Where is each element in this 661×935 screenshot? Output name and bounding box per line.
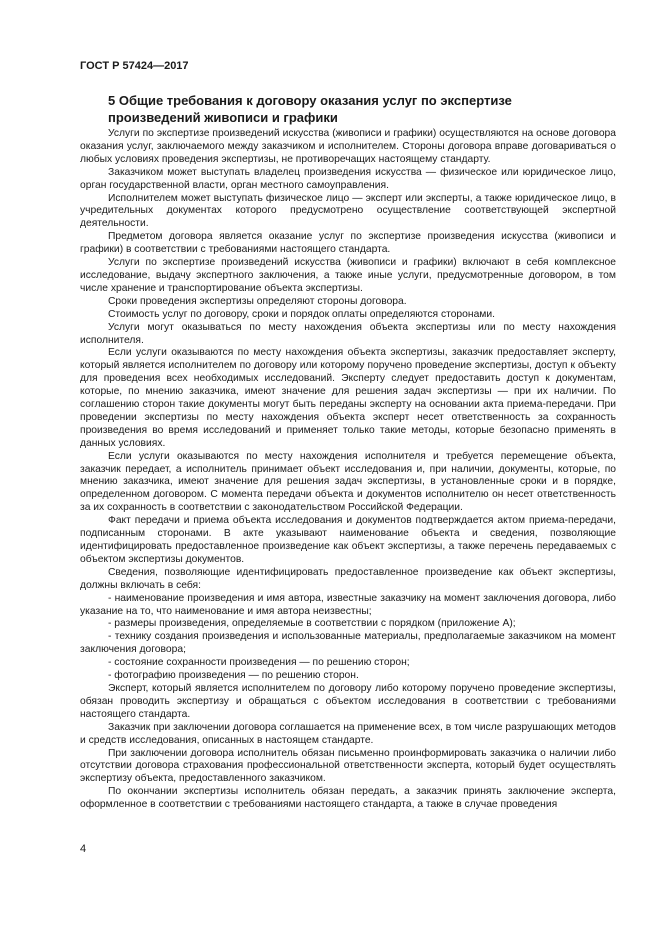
list-item: - фотографию произведения — по решению сторон.	[108, 670, 359, 682]
paragraph: Если услуги оказываются по месту нахождения объекта экспертизы, заказчик предоставляет эксперту, который является исполнителем по договору или которому поручено проведение экспертизы, доступ к объекту для проведения всех необходимых исследований. Эксперту следует предоставить доступ к документам, которые, по мнению заказчика, имеют значение для решения задач экспертизы — при их наличии. По соглашению сторон такие документы могут быть переданы эксперту на основании акта приема-передачи. При проведении экспертизы по месту нахождения объекта эксперт несет ответственность за сохранность произведения во время исследований и применяет только такие методы, которые безопасно применять в данных условиях.	[80, 347, 616, 449]
paragraph: Факт передачи и приема объекта исследования и документов подтверждается актом приема-передачи, подписанным сторонами. В акте указывают наименование объекта и сведения, позволяющие идентифицировать предоставленное произведение как объект экспертизы, а также перечень передаваемых с объектом экспертизы документов.	[80, 515, 616, 565]
document-header: ГОСТ Р 57424—2017	[80, 60, 189, 72]
paragraph: Услуги по экспертизе произведений искусства (живописи и графики) осуществляются на основе договора оказания услуг, заключаемого между заказчиком и исполнителем. Стороны договора вправе договариваться о любых условиях проведения экспертизы, не противоречащих настоящему стандарту.	[80, 128, 616, 165]
paragraph: Заказчиком может выступать владелец произведения искусства — физическое или юридическое лицо, орган государственной власти, орган местного самоуправления.	[80, 166, 616, 191]
paragraph: Услуги по экспертизе произведений искусства (живописи и графики) включают в себя комплексное исследование, выдачу экспертного заключения, а также иные услуги, предусмотренные договором, в том числе хранение и транспортирование объекта экспертизы.	[80, 257, 616, 294]
paragraph: При заключении договора исполнитель обязан письменно проинформировать заказчика о наличии либо отсутствии договора страхования профессиональной ответственности эксперта, который будет осуществлять экспертизу объекта, предоставленного заказчиком.	[80, 747, 616, 785]
paragraph: Сведения, позволяющие идентифицировать предоставленное произведение как объект экспертизы, должны включать в себя:	[80, 566, 616, 591]
paragraph: Если услуги оказываются по месту нахождения исполнителя и требуется перемещение объекта, заказчик передает, а исполнитель принимает объект исследования и, при наличии, документы, которые, по мнению заказчика, имеют значение для решения задач экспертизы, в установленные сроки и в порядке, определенном договором. С момента передачи объекта и документов исполнителю он несет ответственность за их сохранность в соответствии с законодательством Российской Федерации.	[80, 450, 616, 514]
page-number: 4	[80, 843, 87, 855]
paragraph: Исполнителем может выступать физическое лицо — эксперт или эксперты, а также юридическое лицо, в учредительных документах которого предусмотрено осуществление соответствующей экспертной деятельности.	[80, 192, 616, 230]
section-body	[80, 128, 616, 812]
paragraph: Эксперт, который является исполнителем по договору либо которому поручено проведение экспертизы, обязан проводить экспертизу и обращаться с объектом исследования в соответствии с требованиями настоящего стандарта.	[80, 682, 616, 720]
paragraph: Сроки проведения экспертизы определяют стороны договора.	[108, 295, 407, 307]
paragraph: Заказчик при заключении договора соглашается на применение всех, в том числе разрушающих методов и средств исследования, описанных в настоящем стандарте.	[80, 721, 616, 746]
paragraph: Стоимость услуг по договору, сроки и порядок оплаты определяются сторонами.	[108, 308, 495, 320]
list-item: - размеры произведения, определяемые в соответствии с порядком (приложение А);	[108, 618, 516, 630]
paragraph: Услуги могут оказываться по месту нахождения объекта экспертизы или по месту нахождения исполнителя.	[80, 321, 616, 346]
paragraph: По окончании экспертизы исполнитель обязан передать, а заказчик принять заключение эксперта, оформленное в соответствии с требованиями настоящего стандарта, а также в случае проведения	[80, 786, 616, 811]
list-item: - наименование произведения и имя автора, известные заказчику на момент заключения договора, либо указание на то, что наименование и имя автора неизвестны;	[80, 592, 616, 617]
paragraph: Предметом договора является оказание услуг по экспертизе произведения искусства (живописи и графики) в соответствии с требованиями настоящего стандарта.	[80, 231, 616, 256]
section-title: 5 Общие требования к договору оказания услуг по экспертизе произведений живописи и графики	[108, 93, 512, 125]
list-item: - состояние сохранности произведения — по решению сторон;	[108, 657, 410, 669]
list-item: - технику создания произведения и использованные материалы, предполагаемые заказчиком на момент заключения договора;	[80, 631, 616, 656]
